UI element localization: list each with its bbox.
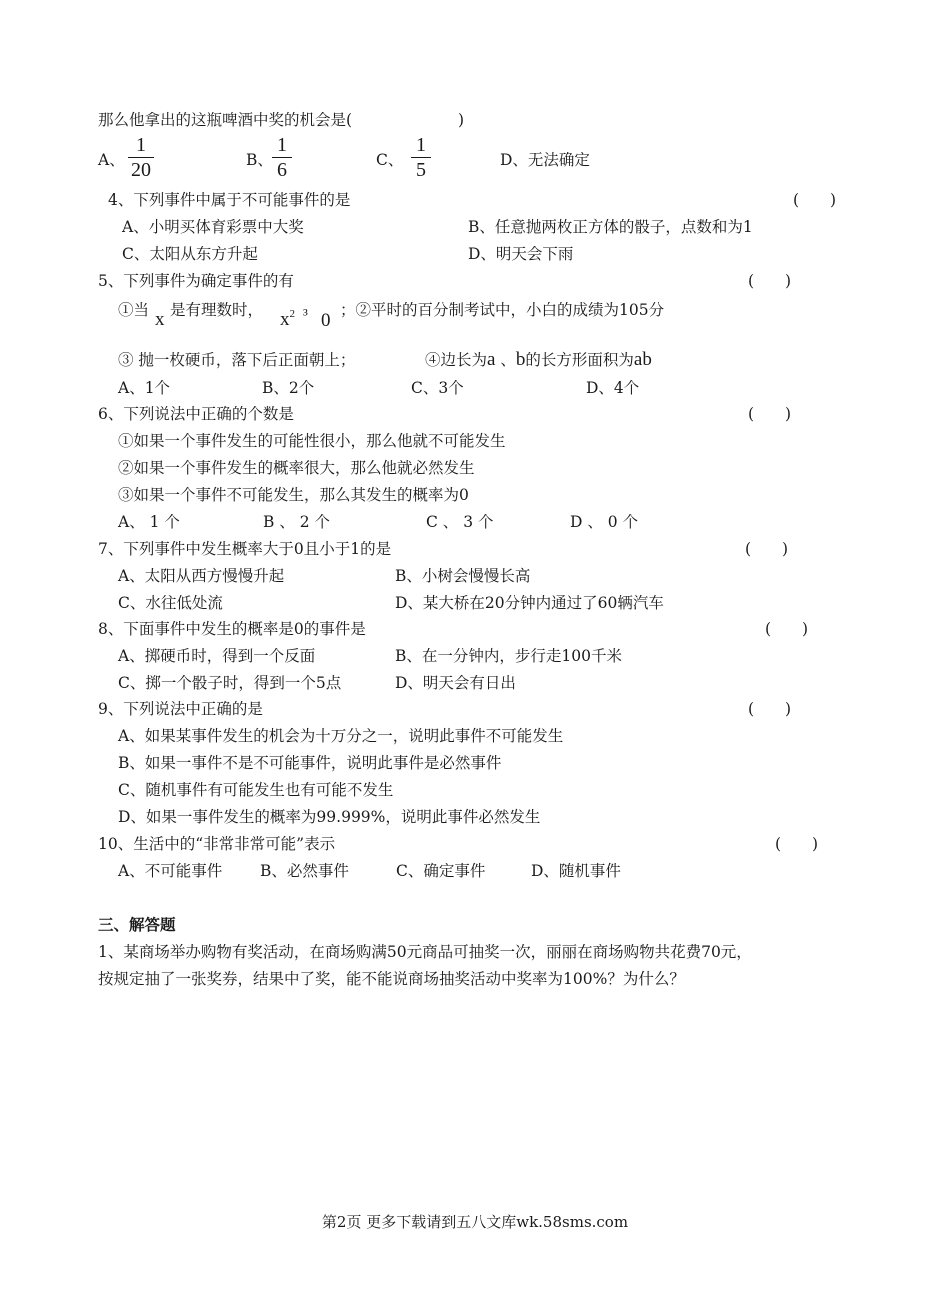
- section-3-heading: 三、解答题: [98, 915, 176, 934]
- q7-option-a: A、太阳从西方慢慢升起: [118, 567, 285, 585]
- q8-option-d: D、明天会有日出: [395, 674, 516, 692]
- q6-option-d: D 、 0 个: [570, 513, 639, 531]
- q4-option-b: B、任意抛两枚正方体的骰子，点数和为1: [468, 218, 753, 236]
- q7-answer-paren: ( ): [745, 540, 789, 558]
- q3-option-b-fraction: 1 6: [272, 134, 292, 181]
- q4-option-c: C、太阳从东方升起: [122, 245, 258, 263]
- q9-option-b: B、如果一事件不是不可能事件，说明此事件是必然事件: [118, 754, 502, 772]
- q3-option-d: D、无法确定: [500, 151, 590, 169]
- q6-statement-3: ③如果一个事件不可能发生，那么其发生的概率为0: [118, 486, 469, 504]
- q10-option-a: A、不可能事件: [118, 862, 223, 880]
- q9-option-a: A、如果某事件发生的机会为十万分之一，说明此事件不可能发生: [118, 727, 564, 745]
- q5-answer-paren: ( ): [748, 272, 792, 290]
- q6-answer-paren: ( ): [748, 405, 792, 423]
- q10-option-d: D、随机事件: [531, 862, 621, 880]
- q5-geq-symbol: ³: [303, 307, 308, 324]
- q8-option-a: A、掷硬币时，得到一个反面: [118, 647, 316, 665]
- q5-option-d: D、4个: [586, 379, 640, 397]
- section-3-question-1-line-1: 1、某商场举办购物有奖活动，在商场购满50元商品可抽奖一次，丽丽在商场购物共花费70元，: [98, 943, 752, 961]
- q4-option-a: A、小明买体育彩票中大奖: [122, 218, 304, 236]
- q9-option-c: C、随机事件有可能发生也有可能不发生: [118, 781, 394, 799]
- q6-option-a: A、 1 个: [118, 513, 180, 531]
- q3-option-a-label: A、: [98, 151, 125, 169]
- q10-option-b: B、必然事件: [260, 862, 349, 880]
- q6-statement-2: ②如果一个事件发生的概率很大，那么他就必然发生: [118, 459, 475, 477]
- q8-option-c: C、掷一个骰子时，得到一个5点: [118, 674, 342, 692]
- page-footer: 第2页 更多下载请到五八文库wk.58sms.com: [321, 1213, 629, 1231]
- q7-option-c: C、水往低处流: [118, 594, 223, 612]
- q9-stem: 9、下列说法中正确的是: [98, 700, 263, 718]
- q3-option-c-fraction: 1 5: [411, 134, 431, 181]
- q5-statement-1-mid: 是有理数时，: [170, 301, 264, 319]
- q5-option-a: A、1个: [118, 379, 171, 397]
- q8-option-b: B、在一分钟内，步行走100千米: [395, 647, 622, 665]
- q5-stem: 5、下列事件为确定事件的有: [98, 272, 294, 290]
- q10-stem: 10、生活中的“非常非常可能”表示: [98, 835, 336, 853]
- q3-option-a-fraction: 1 20: [128, 134, 154, 181]
- q5-statement-4: ④边长为a 、b的长方形面积为ab: [425, 349, 652, 370]
- q4-option-d: D、明天会下雨: [468, 245, 574, 263]
- q5-statement-3: ③ 抛一枚硬币，落下后正面朝上；: [118, 351, 356, 369]
- q10-answer-paren: ( ): [775, 835, 819, 853]
- q6-option-c: C 、 3 个: [426, 513, 494, 531]
- q6-statement-1: ①如果一个事件发生的可能性很小，那么他就不可能发生: [118, 432, 506, 450]
- q5-zero: 0: [321, 310, 331, 331]
- q3-option-c-label: C、: [376, 151, 404, 169]
- q4-answer-paren: ( ): [793, 191, 837, 209]
- section-3-question-1-line-2: 按规定抽了一张奖券，结果中了奖，能不能说商场抽奖活动中奖率为100%？为什么？: [98, 970, 685, 988]
- q5-statement-1-suffix: ；②平时的百分制考试中，小白的成绩为105分: [340, 301, 665, 319]
- q8-answer-paren: ( ): [765, 620, 809, 638]
- q5-statement-1-prefix: ①当: [118, 301, 150, 319]
- q6-option-b: B 、 2 个: [263, 513, 331, 531]
- q7-option-d: D、某大桥在20分钟内通过了60辆汽车: [395, 594, 664, 612]
- q8-stem: 8、下面事件中发生的概率是0的事件是: [98, 620, 366, 638]
- q5-option-c: C、3个: [411, 379, 464, 397]
- q7-stem: 7、下列事件中发生概率大于0且小于1的是: [98, 540, 392, 558]
- q9-option-d: D、如果一事件发生的概率为99.999%，说明此事件必然发生: [118, 808, 541, 826]
- q4-stem: 4、下列事件中属于不可能事件的是: [108, 191, 351, 209]
- q3-paren: ): [458, 111, 465, 129]
- q6-stem: 6、下列说法中正确的个数是: [98, 405, 294, 423]
- q9-answer-paren: ( ): [748, 700, 792, 718]
- q3-stem: 那么他拿出的这瓶啤酒中奖的机会是(: [98, 111, 353, 129]
- q10-option-c: C、确定事件: [396, 862, 486, 880]
- q5-expression-x-squared: $x^2$: [280, 308, 295, 330]
- q5-option-b: B、2个: [262, 379, 315, 397]
- q7-option-b: B、小树会慢慢长高: [395, 567, 531, 585]
- q3-option-b-label: B、: [246, 151, 273, 169]
- q5-variable-x: x: [155, 309, 165, 330]
